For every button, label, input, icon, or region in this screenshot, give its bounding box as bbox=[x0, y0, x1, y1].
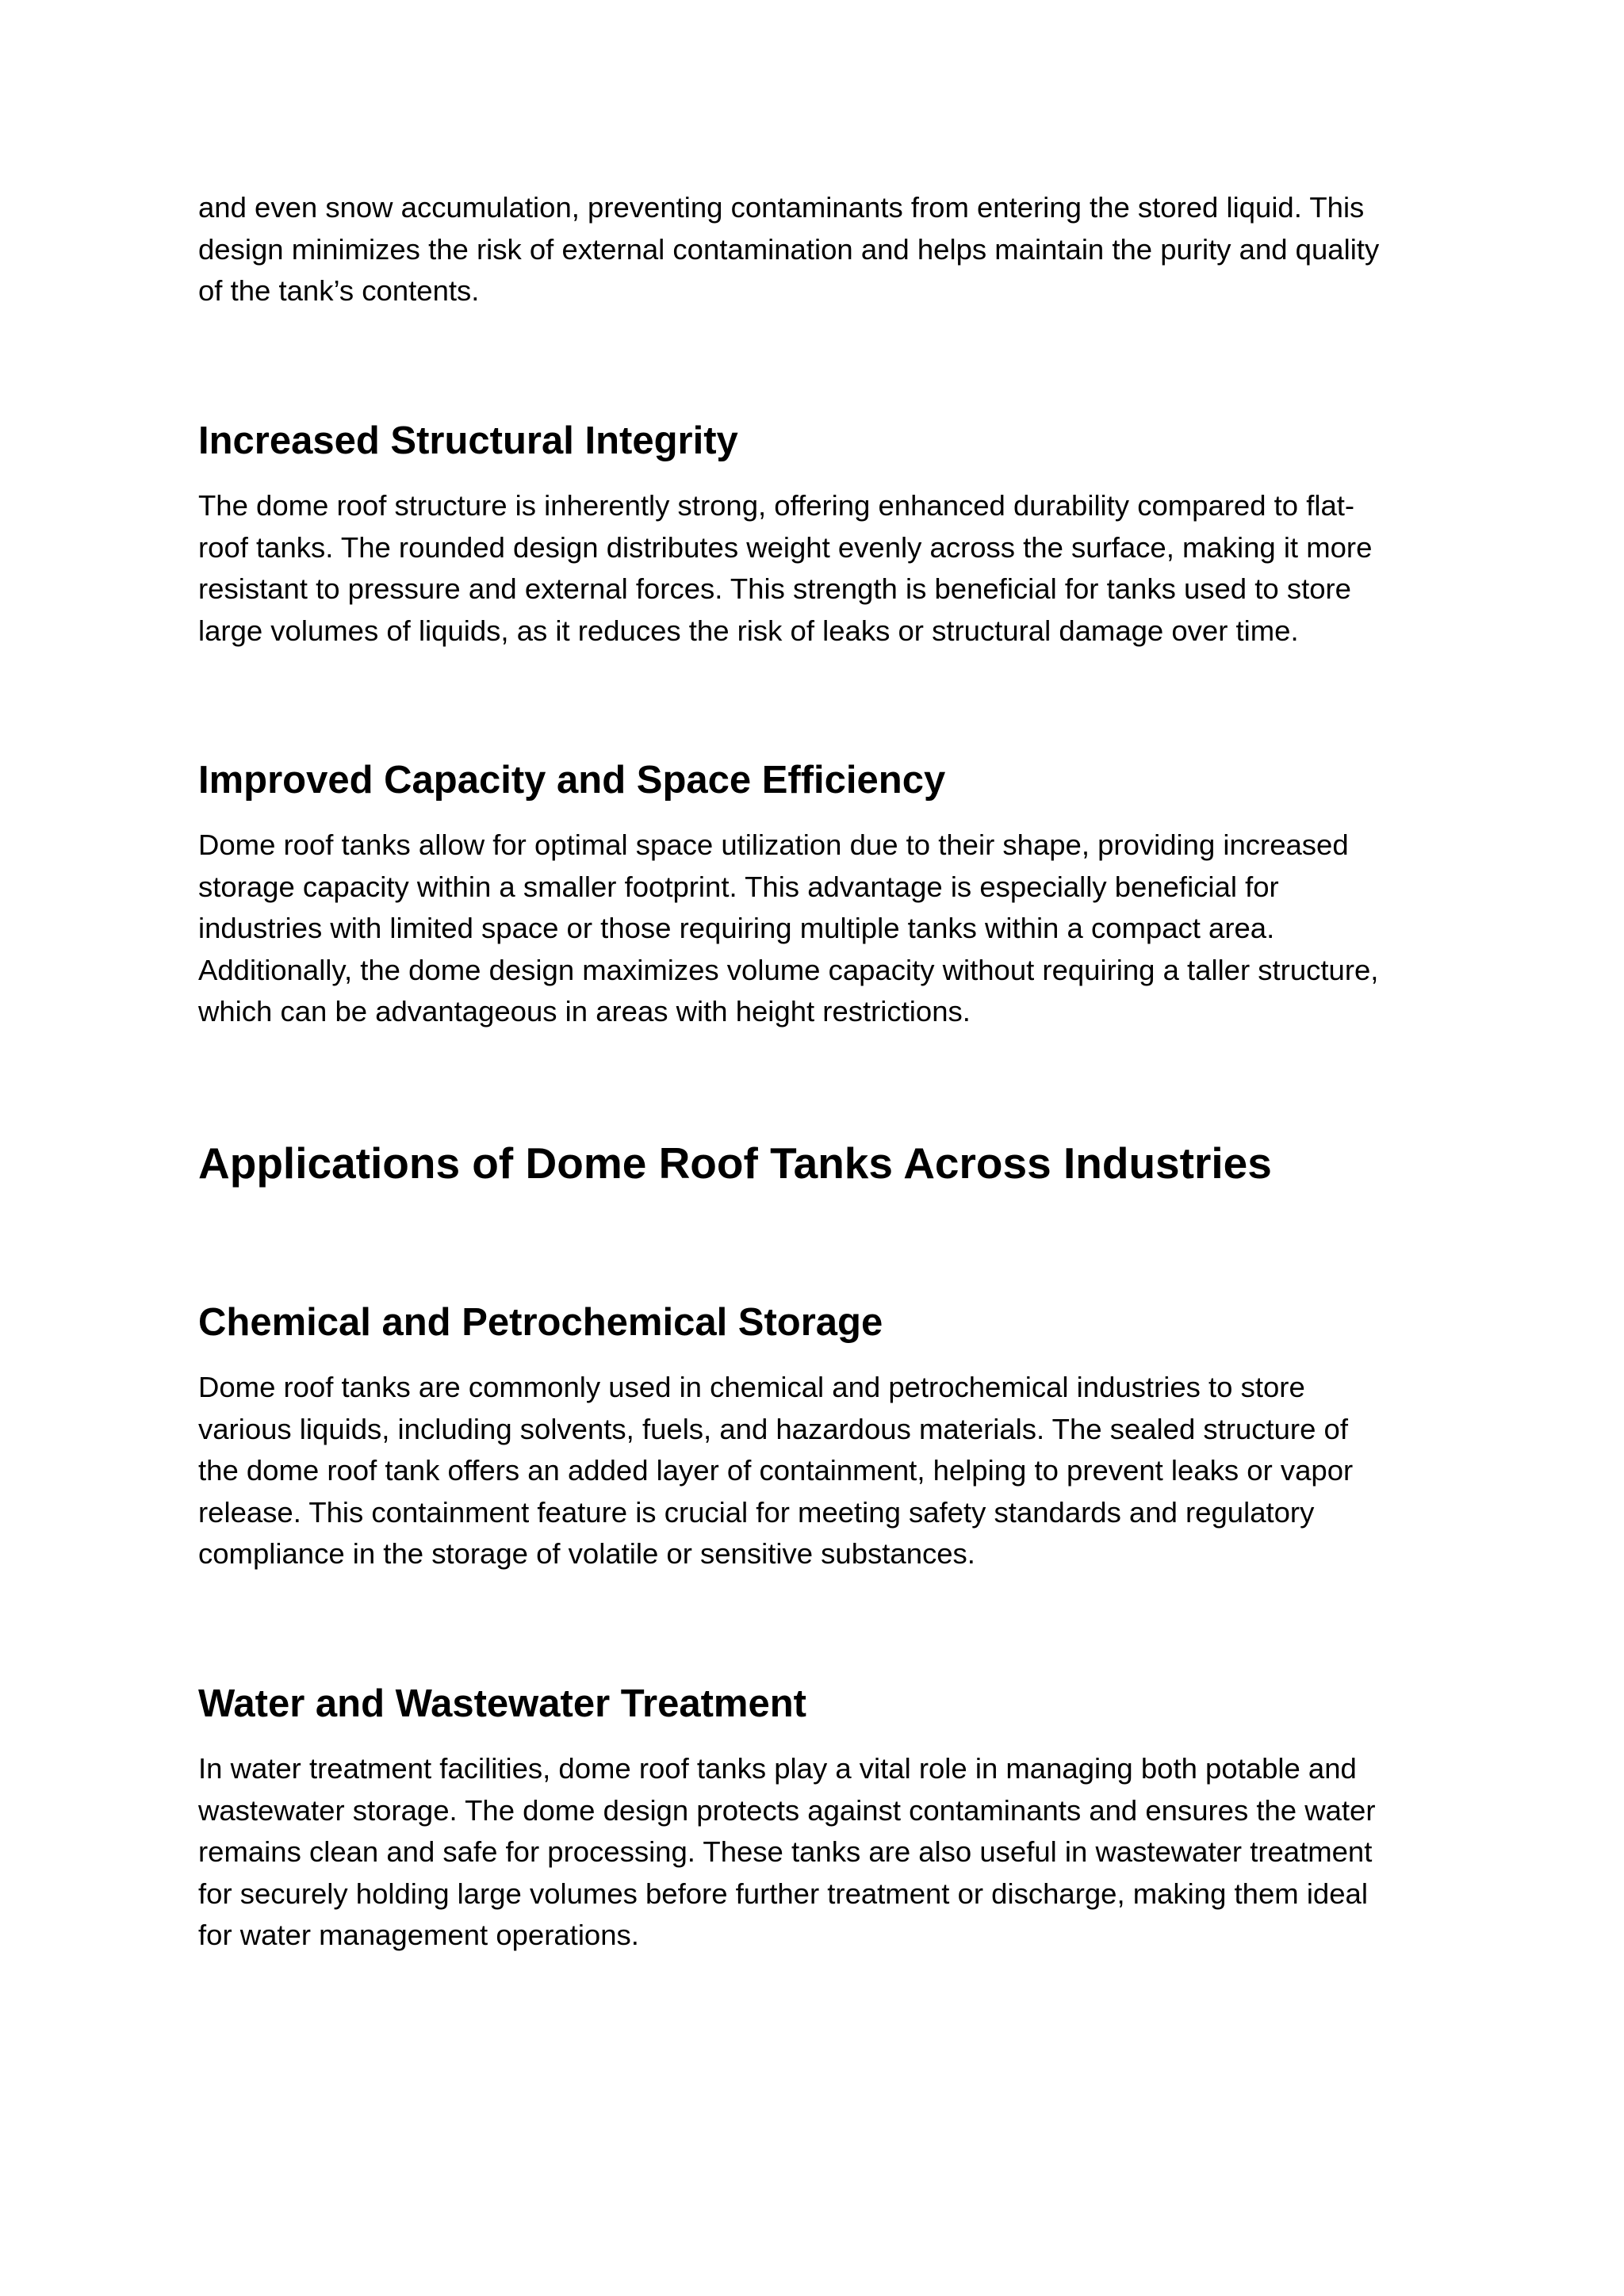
page-title: Applications of Dome Roof Tanks Across Industries bbox=[198, 1138, 1272, 1188]
text-line: for water management operations. bbox=[198, 1919, 639, 1951]
text-line: the dome roof tank offers an added layer of containment, helping to prevent leaks or vapor bbox=[198, 1454, 1354, 1487]
text-line: various liquids, including solvents, fuels, and hazardous materials. The sealed structure of bbox=[198, 1412, 1348, 1445]
section-water-treatment bbox=[198, 1680, 1435, 1957]
text-line: remains clean and safe for processing. These tanks are also useful in wastewater treatment bbox=[198, 1835, 1373, 1868]
main-heading-section bbox=[198, 1137, 1435, 1189]
text-line: industries with limited space or those requiring multiple tanks within a compact area. bbox=[198, 912, 1275, 944]
text-line: large volumes of liquids, as it reduces the risk of leaks or structural damage over time. bbox=[198, 614, 1299, 647]
text-line: of the tank’s contents. bbox=[198, 274, 480, 307]
text-line: Additionally, the dome design maximizes volume capacity without requiring a taller structure, bbox=[198, 953, 1379, 986]
text-line: storage capacity within a smaller footprint. This advantage is especially beneficial for bbox=[198, 870, 1279, 903]
intro-section bbox=[198, 187, 1435, 312]
section-paragraph bbox=[198, 1367, 1435, 1575]
intro-paragraph bbox=[198, 187, 1435, 312]
text-line: for securely holding large volumes before further treatment or discharge, making them ideal bbox=[198, 1877, 1368, 1910]
text-line: Dome roof tanks allow for optimal space utilization due to their shape, providing increased bbox=[198, 828, 1349, 861]
section-heading: Chemical and Petrochemical Storage bbox=[198, 1301, 883, 1344]
text-line: which can be advantageous in areas with height restrictions. bbox=[198, 995, 971, 1027]
text-line: The dome roof structure is inherently strong, offering enhanced durability compared to flat- bbox=[198, 489, 1355, 522]
text-line: roof tanks. The rounded design distributes weight evenly across the surface, making it more bbox=[198, 530, 1373, 564]
section-chemical-storage bbox=[198, 1299, 1435, 1575]
section-paragraph bbox=[198, 1748, 1435, 1957]
text-line: In water treatment facilities, dome roof tanks play a vital role in managing both potable and bbox=[198, 1752, 1357, 1785]
text-line: compliance in the storage of volatile or sensitive substances. bbox=[198, 1537, 975, 1570]
section-heading: Water and Wastewater Treatment bbox=[198, 1682, 806, 1725]
section-paragraph bbox=[198, 825, 1435, 1033]
text-line: resistant to pressure and external forces. This strength is beneficial for tanks used to store bbox=[198, 572, 1351, 605]
text-line: and even snow accumulation, preventing contaminants from entering the stored liquid. This bbox=[198, 191, 1365, 224]
section-paragraph bbox=[198, 485, 1435, 652]
text-line: Dome roof tanks are commonly used in chemical and petrochemical industries to store bbox=[198, 1371, 1305, 1403]
text-line: release. This containment feature is crucial for meeting safety standards and regulatory bbox=[198, 1495, 1315, 1529]
section-capacity-efficiency bbox=[198, 756, 1435, 1033]
section-heading: Increased Structural Integrity bbox=[198, 419, 738, 462]
section-heading: Improved Capacity and Space Efficiency bbox=[198, 759, 946, 802]
section-structural-integrity bbox=[198, 417, 1435, 652]
text-line: design minimizes the risk of external contamination and helps maintain the purity and quality bbox=[198, 232, 1380, 266]
text-line: wastewater storage. The dome design protects against contaminants and ensures the water bbox=[198, 1793, 1376, 1827]
